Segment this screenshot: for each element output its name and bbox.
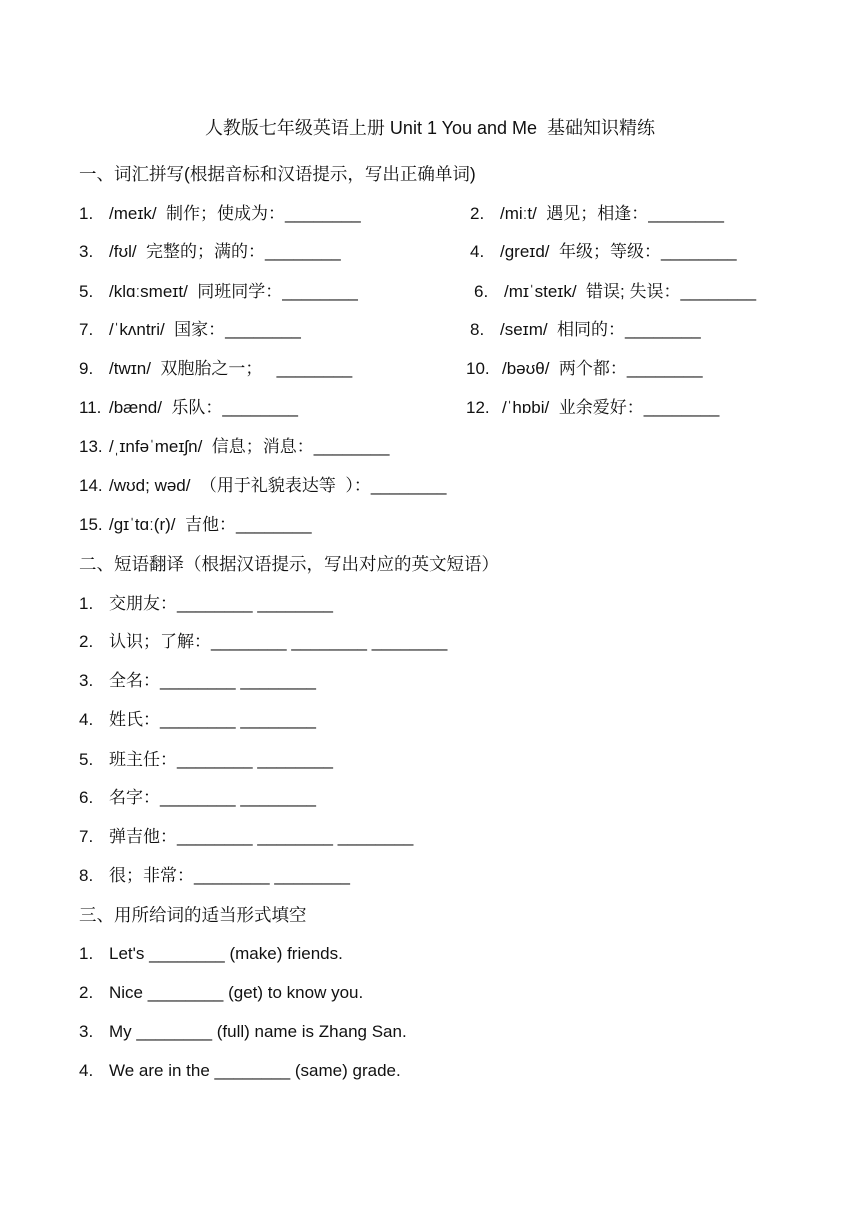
vocab-item-14 bbox=[79, 474, 447, 498]
item-number: 7. bbox=[79, 320, 94, 339]
item-text: 姓氏：________ ________ bbox=[109, 710, 316, 729]
item-text: /meɪk/ 制作；使成为：________ bbox=[109, 204, 361, 223]
vocab-item-12 bbox=[466, 396, 719, 420]
phrase-item-5 bbox=[79, 748, 333, 772]
item-number: 7. bbox=[79, 827, 94, 846]
item-number: 5. bbox=[79, 750, 94, 769]
item-number: 15. bbox=[79, 515, 103, 534]
phrase-item-2 bbox=[79, 630, 447, 654]
item-number: 2. bbox=[79, 983, 94, 1002]
item-text: /seɪm/ 相同的：________ bbox=[500, 320, 701, 339]
item-text: /bænd/ 乐队：________ bbox=[109, 398, 299, 417]
item-number: 1. bbox=[79, 204, 94, 223]
vocab-item-3 bbox=[79, 240, 341, 264]
item-number: 3. bbox=[79, 1022, 94, 1041]
phrase-item-1 bbox=[79, 592, 333, 616]
fill-item-4 bbox=[79, 1059, 401, 1083]
vocab-item-2 bbox=[470, 202, 724, 226]
item-text: /ˈkʌntri/ 国家：________ bbox=[109, 320, 301, 339]
item-number: 4. bbox=[470, 242, 485, 261]
item-number: 8. bbox=[79, 866, 94, 885]
vocab-item-6 bbox=[474, 280, 756, 304]
item-number: 6. bbox=[474, 282, 489, 301]
vocab-item-8 bbox=[470, 318, 701, 342]
item-text: Let's ________ (make) friends. bbox=[109, 944, 343, 963]
item-text: /wʊd; wəd/ （用于礼貌表达等 ）：________ bbox=[109, 476, 447, 495]
item-number: 8. bbox=[470, 320, 485, 339]
vocab-item-11 bbox=[79, 396, 298, 420]
item-text: 全名：________ ________ bbox=[109, 671, 316, 690]
phrase-item-4 bbox=[79, 708, 316, 732]
section-2-heading: 二、短语翻译（根据汉语提示，写出对应的英文短语） bbox=[79, 554, 499, 574]
vocab-item-15 bbox=[79, 513, 312, 537]
item-number: 4. bbox=[79, 710, 94, 729]
item-text: My ________ (full) name is Zhang San. bbox=[109, 1022, 407, 1041]
item-text: 班主任：________ ________ bbox=[109, 750, 333, 769]
vocab-item-7 bbox=[79, 318, 301, 342]
item-text: /bəʊθ/ 两个都：________ bbox=[502, 359, 703, 378]
vocab-item-4 bbox=[470, 240, 737, 264]
item-text: /mɪˈsteɪk/ 错误; 失误：________ bbox=[504, 282, 757, 301]
vocab-item-1 bbox=[79, 202, 361, 226]
phrase-item-6 bbox=[79, 786, 316, 810]
item-number: 2. bbox=[79, 632, 94, 651]
item-number: 6. bbox=[79, 788, 94, 807]
item-text: /miːt/ 遇见；相逢：________ bbox=[500, 204, 724, 223]
document-title: 人教版七年级英语上册 Unit 1 You and Me 基础知识精练 bbox=[204, 118, 656, 138]
fill-item-2 bbox=[79, 981, 363, 1005]
section-1-heading: 一、词汇拼写(根据音标和汉语提示，写出正确单词) bbox=[79, 164, 476, 184]
item-number: 14. bbox=[79, 476, 103, 495]
item-text: We are in the ________ (same) grade. bbox=[109, 1061, 401, 1080]
phrase-item-7 bbox=[79, 825, 413, 849]
phrase-item-3 bbox=[79, 669, 316, 693]
item-number: 1. bbox=[79, 594, 94, 613]
item-text: 交朋友：________ ________ bbox=[109, 594, 333, 613]
item-text: /ɡreɪd/ 年级；等级：________ bbox=[500, 242, 737, 261]
item-number: 2. bbox=[470, 204, 485, 223]
item-number: 12. bbox=[466, 398, 490, 417]
item-number: 11. bbox=[79, 398, 102, 417]
fill-item-1 bbox=[79, 942, 343, 966]
item-number: 5. bbox=[79, 282, 94, 301]
item-text: /ˈhɒbi/ 业余爱好：________ bbox=[502, 398, 720, 417]
item-number: 13. bbox=[79, 437, 103, 456]
item-text: /klɑːsmeɪt/ 同班同学：________ bbox=[109, 282, 358, 301]
vocab-item-10 bbox=[466, 357, 703, 381]
item-text: 认识；了解：________ ________ ________ bbox=[109, 632, 448, 651]
item-text: /ˌɪnfəˈmeɪʃn/ 信息；消息：________ bbox=[109, 437, 390, 456]
item-text: 弹吉他：________ ________ ________ bbox=[109, 827, 414, 846]
section-3-heading: 三、用所给词的适当形式填空 bbox=[79, 905, 307, 925]
fill-item-3 bbox=[79, 1020, 407, 1044]
item-text: Nice ________ (get) to know you. bbox=[109, 983, 364, 1002]
item-text: /twɪn/ 双胞胎之一； ________ bbox=[109, 359, 353, 378]
item-number: 3. bbox=[79, 671, 94, 690]
item-number: 10. bbox=[466, 359, 490, 378]
item-number: 3. bbox=[79, 242, 94, 261]
item-text: /ɡɪˈtɑː(r)/ 吉他：________ bbox=[109, 515, 312, 534]
item-text: 很；非常：________ ________ bbox=[109, 866, 350, 885]
vocab-item-13 bbox=[79, 435, 389, 459]
item-number: 9. bbox=[79, 359, 94, 378]
item-text: 名字：________ ________ bbox=[109, 788, 316, 807]
item-text: /fʊl/ 完整的；满的：________ bbox=[109, 242, 341, 261]
phrase-item-8 bbox=[79, 864, 350, 888]
vocab-item-9 bbox=[79, 357, 352, 381]
vocab-item-5 bbox=[79, 280, 358, 304]
item-number: 1. bbox=[79, 944, 94, 963]
item-number: 4. bbox=[79, 1061, 94, 1080]
